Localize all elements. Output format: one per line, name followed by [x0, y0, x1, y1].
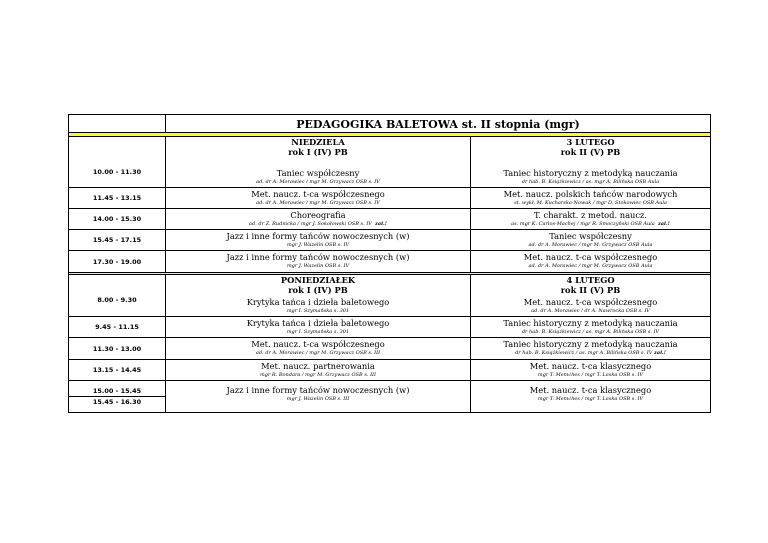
left-class-cell [166, 338, 471, 359]
table-row [69, 157, 710, 188]
right-class-cell [471, 157, 710, 187]
subject-text: Krytyka tańca i dzieła baletowego [246, 318, 390, 328]
year-label-left: rok I (IV) PB [288, 285, 348, 295]
subject-text: Met. naucz. t-ca współczesnego [251, 189, 385, 199]
table-row [69, 338, 710, 360]
time-cell: 11.30 - 13.00 [69, 338, 166, 359]
teacher-text: ad. dr A. Morawiec / mgr M. Grzywacz OSB s. IV [256, 200, 380, 206]
year-label-right: rok II (V) PB [560, 285, 621, 295]
teacher-text: mgr I. Szymańska s. 301 [286, 329, 350, 335]
subject-text: Taniec historyczny z metodyką nauczania [503, 339, 678, 349]
right-class-cell [471, 381, 710, 412]
subject-text: Met. naucz. partnerowania [261, 361, 375, 371]
time-cell: 8.00 - 9.30 [69, 283, 166, 316]
time-cell: 11.45 - 13.15 [69, 188, 166, 208]
year-label-left: rok I (IV) PB [288, 147, 348, 157]
teacher-text: mgr J. Wazelin OSB s. IV [286, 263, 350, 269]
time-cell: 14.00 - 15.30 [69, 209, 166, 229]
left-class-cell [166, 381, 471, 412]
subject-text: Met. naucz. t-ca współczesnego [523, 297, 658, 307]
time-cell: 10.00 - 11.30 [69, 157, 166, 187]
table-row [69, 360, 710, 381]
teacher-text: mgr J. Wazelin OSB s. IV [286, 242, 350, 248]
credit-note: zal.! [657, 221, 670, 227]
page-title: PEDAGOGIKA BALETOWA st. II stopnia (mgr) [296, 117, 580, 131]
teacher-text: ad. dr A. Morawiec / mgr M. Grzywacz OSB Aula [528, 242, 653, 248]
teacher-text: ad. dr A. Morawiec / mgr M. Grzywacz OSB s. III [255, 350, 381, 356]
year-label-right: rok II (V) PB [560, 147, 621, 157]
title-corner-cell [69, 115, 166, 132]
subject-text: Jazz i inne formy tańców nowoczesnych (w) [226, 231, 410, 241]
right-class-cell [471, 209, 710, 229]
subject-text: Choreografia [290, 210, 346, 220]
credit-note: zal.! [375, 221, 387, 227]
subject-text: T. charakt. z metod. naucz. [533, 210, 648, 220]
subject-text: Met. naucz. t-ca klasycznego [529, 361, 652, 371]
title-row [69, 115, 710, 133]
right-class-cell [471, 338, 710, 359]
subject-text: Jazz i inne formy tańców nowoczesnych (w) [226, 385, 410, 395]
right-class-cell [471, 188, 710, 208]
time-cell: 15.00 - 15.45 [69, 386, 165, 397]
right-class-cell [471, 317, 710, 337]
time-cell: 9.45 - 11.15 [69, 317, 166, 337]
left-class-cell [166, 360, 471, 380]
left-class-cell [166, 209, 471, 229]
left-class-cell [166, 230, 471, 250]
time-cell: 17.30 - 19.00 [69, 251, 166, 272]
teacher-text: ad. dr A. Morawiec / mgr M. Grzywacz OSB Aula [528, 263, 653, 269]
time-cell: 13.15 - 14.45 [69, 360, 166, 380]
day-name-left: NIEDZIELA [291, 137, 345, 147]
teacher-text: ad. dr A. Morawiec / dr A. Nawrocka OSB s. IV [531, 308, 650, 314]
time-cell: 15.45 - 17.15 [69, 230, 166, 250]
table-row [69, 209, 710, 230]
time-cell: 15.45 - 16.30 [92, 398, 142, 406]
teacher-name: dr hab. B. Książkiewicz / as. mgr A. Bilińska OSB s. IV [515, 350, 653, 356]
table-row [69, 283, 710, 317]
time-cell-split [69, 381, 166, 412]
table-row [69, 381, 710, 412]
right-class-cell [471, 251, 710, 272]
date-label-right: 3 LUTEGO [566, 137, 615, 147]
subject-text: Taniec historyczny z metodyką nauczania [503, 168, 678, 178]
subject-text: Jazz i inne formy tańców nowoczesnych (w) [226, 252, 410, 262]
left-class-cell [166, 283, 471, 316]
schedule-table [68, 114, 711, 413]
left-class-cell [166, 251, 471, 272]
teacher-text: dr hab. B. Książkiewicz / as. mgr A. Bilińska OSB Aula [521, 179, 660, 185]
teacher-text: ad. dr A. Morawiec / mgr M. Grzywacz OSB s. IV [256, 179, 380, 185]
table-row [69, 317, 710, 338]
teacher-text [471, 350, 710, 357]
table-row [69, 251, 710, 273]
teacher-name: as. mgr K. Carlos-Machej / mgr R. Smoczyński OSB Aula [511, 221, 655, 227]
right-class-cell [471, 283, 710, 316]
teacher-text: mgr I. Szymańska s. 301 [286, 308, 350, 314]
subject-text: Taniec historyczny z metodyką nauczania [503, 318, 678, 328]
table-row [69, 230, 710, 251]
day-name-left: PONIEDZIAŁEK [280, 275, 356, 285]
right-class-cell [471, 360, 710, 380]
right-class-cell [471, 230, 710, 250]
teacher-text [471, 221, 710, 228]
teacher-text [166, 221, 470, 228]
left-class-cell [166, 188, 471, 208]
left-class-cell [166, 157, 471, 187]
table-row [69, 188, 710, 209]
subject-text: Taniec współczesny [276, 168, 360, 178]
teacher-name: ad. dr Z. Rudnicka / mgr J. Sokołowski OSB s. IV [249, 221, 372, 227]
subject-text: Met. naucz. t-ca współczesnego [251, 339, 385, 349]
subject-text: Met. naucz. t-ca klasycznego [529, 385, 652, 395]
date-label-right: 4 LUTEGO [566, 275, 615, 285]
subject-text: Met. naucz. t-ca współczesnego [523, 252, 658, 262]
teacher-text: mgr T. Memches / mgr T. Leska OSB s. IV [537, 372, 644, 378]
subject-text: Krytyka tańca i dzieła baletowego [246, 297, 390, 307]
teacher-text: mgr R. Bondara / mgr M. Grzywacz OSB s. III [260, 372, 376, 378]
teacher-text: mgr J. Wazelin OSB s. III [286, 396, 350, 402]
subject-text: Met. naucz. polskich tańców narodowych [503, 189, 678, 199]
teacher-text: dr hab. B. Książkiewicz / as. mgr A. Bilińska OSB s. IV [521, 329, 660, 335]
subject-text: Taniec współczesny [549, 231, 632, 241]
teacher-text: st. wykł. M. Kucharska-Nowak / mgr D. Stokowiec OSB Aula [514, 200, 667, 206]
teacher-text: mgr T. Memches / mgr T. Leska OSB s. IV [537, 396, 644, 402]
credit-note: zal.! [653, 350, 666, 356]
left-class-cell [166, 317, 471, 337]
